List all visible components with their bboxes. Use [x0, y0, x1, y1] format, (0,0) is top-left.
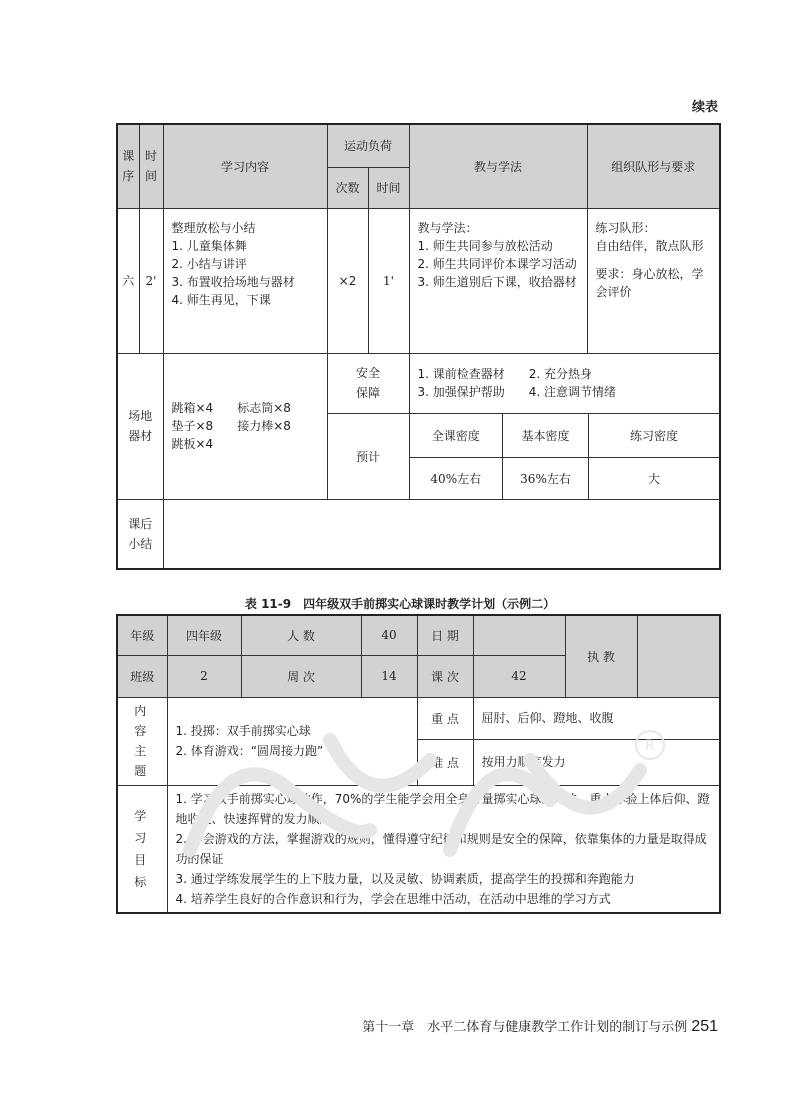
row-time: 2': [139, 208, 163, 353]
svg-text:R: R: [645, 738, 655, 754]
row-order: 六: [117, 208, 139, 353]
topic-label: 内容主题: [117, 697, 167, 785]
people-label: 人 数: [241, 615, 361, 655]
density-value-basic: 36%左右: [503, 458, 589, 499]
header-organization: 组织队形与要求: [587, 124, 720, 208]
difficulty-content: 按用力顺序发力: [473, 739, 720, 785]
header-content: 学习内容: [163, 124, 327, 208]
equipment-list: 跳箱×4 标志筒×8 垫子×8 接力棒×8 跳板×4: [163, 353, 327, 499]
week-label: 周 次: [241, 655, 361, 697]
header-load: 运动负荷: [327, 124, 409, 167]
table-caption: 表 11-9 四年级双手前掷实心球课时教学计划（示例二）: [244, 597, 556, 611]
page-number: 251: [691, 1018, 718, 1035]
row-duration: 1': [368, 208, 409, 353]
date-value: [473, 615, 565, 655]
date-label: 日 期: [417, 615, 473, 655]
goals-content: 1. 学习双手前掷实心球动作，70%的学生能学会用全身力量掷实心球的方法，重点体验上体后仰、蹬地收腹、快速挥臂的发力顺序 2. 学会游戏的方法，掌握游戏的规则，懂得遵守纪律和规则是安全的保障，依靠集体的力量是取得成功的保证 3. 通过学练发展学生的上下肢力量，以及灵敏、协调素质，提高学生的投掷和奔跑能力 4. 培养学生良好的合作意识和行为，学会在思维中活动，在活动中思维的学习方式: [167, 785, 720, 913]
summary-label: 课后小结: [117, 499, 163, 569]
difficulty-label: 难 点: [417, 739, 473, 785]
lesson-plan-table-example-2: [116, 614, 721, 914]
people-value: 40: [361, 615, 417, 655]
lesson-value: 42: [473, 655, 565, 697]
continued-label: 续表: [691, 100, 718, 115]
week-value: 14: [361, 655, 417, 697]
topic-content: 1. 投掷：双手前掷实心球 2. 体育游戏：“圆周接力跑”: [167, 697, 417, 785]
equipment-label: 场地器材: [117, 353, 163, 499]
key-label: 重 点: [417, 697, 473, 739]
header-load-time: 时间: [368, 167, 409, 208]
row-content: 整理放松与小结 1. 儿童集体舞 2. 小结与讲评 3. 布置收拾场地与器材 4. 师生再见，下课: [163, 208, 327, 353]
density-header-practice: 练习密度: [589, 414, 720, 458]
summary-content: [163, 499, 720, 569]
goals-label: 学习目标: [117, 785, 167, 913]
class-value: 2: [167, 655, 241, 697]
header-order: 课序: [117, 124, 139, 208]
header-methods: 教与学法: [409, 124, 587, 208]
grade-value: 四年级: [167, 615, 241, 655]
safety-list: 1. 课前检查器材 2. 充分热身 3. 加强保护帮助 4. 注意调节情绪: [409, 353, 720, 413]
header-load-count: 次数: [327, 167, 368, 208]
density-header-total: 全课密度: [410, 414, 503, 458]
page-footer: [362, 1016, 718, 1036]
estimate-label: 预计: [327, 413, 409, 499]
density-value-practice: 大: [589, 458, 720, 499]
teacher-label: 执 教: [565, 615, 637, 697]
density-value-total: 40%左右: [410, 458, 503, 499]
density-header-basic: 基本密度: [503, 414, 589, 458]
density-grid: [409, 413, 720, 499]
teacher-value: [637, 615, 720, 697]
lesson-label: 课 次: [417, 655, 473, 697]
row-count: ×2: [327, 208, 368, 353]
class-label: 班级: [117, 655, 167, 697]
chapter-title: 第十一章 水平二体育与健康教学工作计划的制订与示例: [362, 1020, 688, 1035]
row-organization: 练习队形： 自由结伴，散点队形 要求：身心放松，学会评价: [587, 208, 720, 353]
row-methods: 教与学法： 1. 师生共同参与放松活动 2. 师生共同评价本课学习活动 3. 师生道别后下课，收拾器材: [409, 208, 587, 353]
grade-label: 年级: [117, 615, 167, 655]
key-content: 屈肘、后仰、蹬地、收腹: [473, 697, 720, 739]
header-time: 时间: [139, 124, 163, 208]
safety-label: 安全保障: [327, 353, 409, 413]
lesson-plan-table-continued: [116, 123, 721, 570]
density-table: [410, 414, 720, 499]
